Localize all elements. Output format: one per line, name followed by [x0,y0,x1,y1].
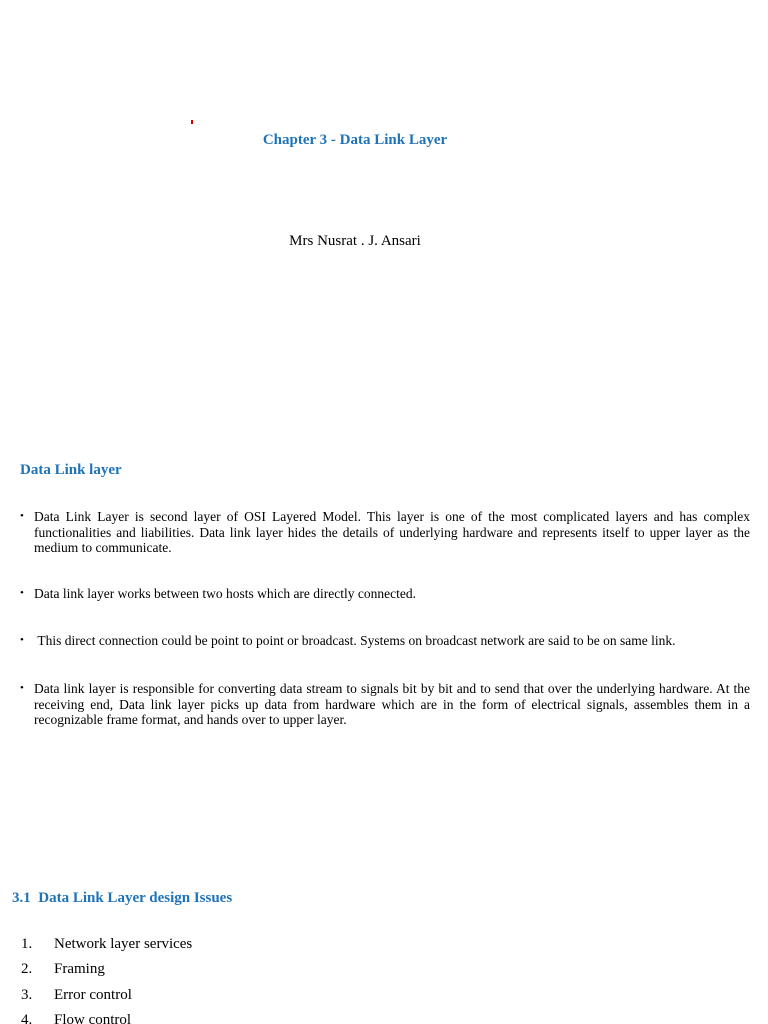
list-label: Flow control [54,1012,132,1024]
list-item [21,987,421,1004]
bullet-item [20,681,750,728]
list-number: 2. [21,961,33,977]
list-label: Framing [54,961,105,977]
list-label: Network layer services [54,936,193,952]
author-name: Mrs Nusrat . J. Ansari [289,233,421,249]
section-heading: Data Link layer [20,462,122,478]
bullet-item [20,633,750,649]
list-item [21,936,421,953]
list-label: Error control [54,987,132,1003]
bullet-dot: • [20,682,24,694]
bullet-text: Data link layer works between two hosts which are directly connected. [34,586,416,601]
list-item [21,1012,421,1024]
bullet-text: This direct connection could be point to point or broadcast. Systems on broadcast network are said to be on same link. [34,633,676,648]
bullet-text: Data Link Layer is second layer of OSI Layered Model. This layer is one of the most complicated layers and has complex functionalities and liabilities. Data link layer hides the details of underlying hardware and represents itself to upper layer as the medium to communicate. [34,509,750,555]
list-number: 1. [21,936,33,952]
chapter-title: Chapter 3 - Data Link Layer [262,132,448,148]
list-number: 4. [21,1012,33,1024]
bullet-dot: • [20,634,24,646]
bullet-item [20,509,750,556]
bullet-dot: • [20,510,24,522]
bullet-item [20,586,750,602]
bullet-text: Data link layer is responsible for converting data stream to signals bit by bit and to send that over the underlying hardware. At the receiving end, Data link layer picks up data from hardware which are in the form of electrical signals, assembles them in a recognizable frame format, and hands over to upper layer. [34,681,750,727]
subsection-heading: 3.1 Data Link Layer design Issues [12,890,233,906]
bullet-dot: • [20,587,24,599]
red-mark [191,120,193,124]
list-number: 3. [21,987,33,1003]
list-item [21,961,421,978]
